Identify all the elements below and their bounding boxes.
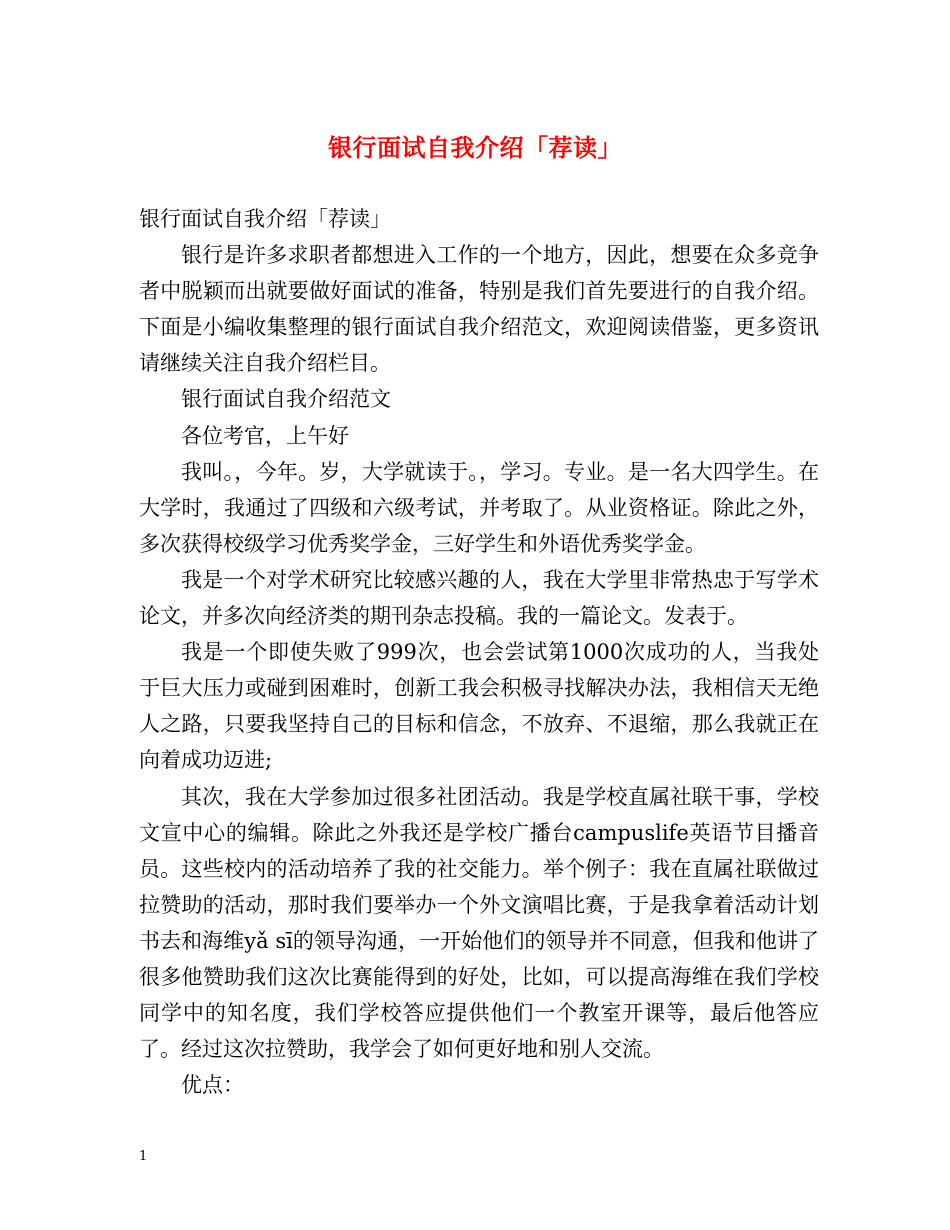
paragraph-perseverance: 我是一个即使失败了999次，也会尝试第1000次成功的人，当我处于巨大压力或碰到困难时，创新工我会积极寻找解决办法，我相信天无绝人之路，只要我坚持自己的目标和信念，不放弃、不退缩，那么我就正在向着成功迈进;	[139, 640, 819, 773]
paragraph-greeting: 各位考官，上午好	[181, 423, 349, 448]
paragraph-strengths: 优点：	[181, 1073, 244, 1098]
paragraph-subheading: 银行面试自我介绍范文	[181, 387, 391, 412]
document-title: 银行面试自我介绍「荐读」	[328, 133, 622, 162]
paragraph-heading: 银行面试自我介绍「荐读」	[139, 207, 391, 231]
page-number: 1	[139, 1149, 148, 1164]
document-body	[139, 201, 819, 1103]
paragraph-activities: 其次，我在大学参加过很多社团活动。我是学校直属社联干事，学校文宣中心的编辑。除此之外我还是学校广播台campuslife英语节目播音员。这些校内的活动培养了我的社交能力。举个例子：我在直属社联做过拉赞助的活动，那时我们要举办一个外文演唱比赛，于是我拿着活动计划书去和海维yǎ sī的领导沟通，一开始他们的领导并不同意，但我和他讲了很多他赞助我们这次比赛能得到的好处，比如，可以提高海维在我们学校同学中的知名度，我们学校答应提供他们一个教室开课等，最后他答应了。经过这次拉赞助，我学会了如何更好地和别人交流。	[139, 784, 819, 1062]
paragraph-academic: 我是一个对学术研究比较感兴趣的人，我在大学里非常热忠于写学术论文，并多次向经济类的期刊杂志投稿。我的一篇论文。发表于。	[139, 567, 819, 629]
paragraph-self-info: 我叫。，今年。岁，大学就读于。，学习。专业。是一名大四学生。在大学时，我通过了四级和六级考试，并考取了。从业资格证。除此之外，多次获得校级学习优秀奖学金，三好学生和外语优秀奖学金。	[139, 459, 819, 556]
paragraph-intro: 银行是许多求职者都想进入工作的一个地方，因此，想要在众多竞争者中脱颖而出就要做好面试的准备，特别是我们首先要进行的自我介绍。下面是小编收集整理的银行面试自我介绍范文，欢迎阅读借鉴，更多资讯请继续关注自我介绍栏目。	[139, 243, 819, 376]
